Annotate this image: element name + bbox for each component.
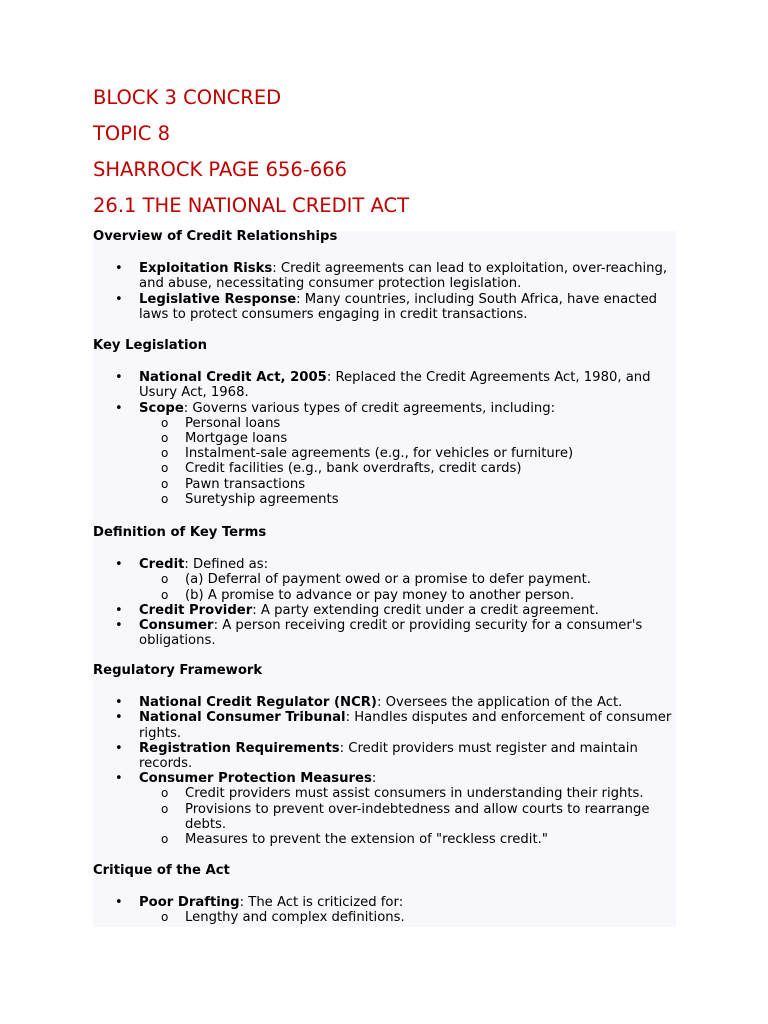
sub-item-text: Credit providers must assist consumers in understanding their rights. xyxy=(185,786,644,802)
circle-bullet-icon: o xyxy=(161,572,169,587)
sub-item-text: Lengthy and complex definitions. xyxy=(185,910,405,926)
item-text: : A party extending credit under a credit agreement. xyxy=(252,602,599,618)
circle-bullet-icon: o xyxy=(161,461,169,476)
sub-list-item xyxy=(139,832,676,847)
item-term: National Consumer Tribunal xyxy=(139,710,346,726)
list-item xyxy=(93,603,676,618)
circle-bullet-icon: o xyxy=(161,491,169,506)
list-item xyxy=(93,261,676,291)
item-text: : Replaced the Credit Agreements Act, 1980, and Usury Act, 1968. xyxy=(139,370,651,401)
list-item xyxy=(93,771,676,847)
item-text: : The Act is criticized for: xyxy=(239,895,404,911)
reference-heading: SHARROCK PAGE 656-666 xyxy=(93,158,348,181)
bullet-icon: • xyxy=(115,710,123,726)
bullet-icon: • xyxy=(115,557,123,573)
bullet-icon: • xyxy=(115,370,123,386)
section-title: Overview of Credit Relationships xyxy=(93,229,338,244)
topic-heading: TOPIC 8 xyxy=(93,122,170,145)
bullet-icon: • xyxy=(115,618,123,634)
bullet-icon: • xyxy=(115,261,123,277)
sub-item-text: Suretyship agreements xyxy=(185,491,339,507)
sub-item-text: Credit facilities (e.g., bank overdrafts, credit cards) xyxy=(185,461,522,477)
circle-bullet-icon: o xyxy=(161,832,169,847)
section xyxy=(93,338,676,507)
bullet-list xyxy=(93,695,676,847)
list-item xyxy=(93,710,676,740)
list-item xyxy=(93,370,676,400)
item-text: : Defined as: xyxy=(184,557,269,573)
sub-list-item xyxy=(139,461,676,476)
bullet-list xyxy=(93,370,676,507)
list-item xyxy=(93,618,676,648)
section-title: Regulatory Framework xyxy=(93,663,263,678)
item-term: Credit Provider xyxy=(139,602,253,618)
item-term: National Credit Regulator (NCR) xyxy=(139,695,377,711)
sub-list-item xyxy=(139,431,676,446)
sub-list xyxy=(139,416,676,507)
item-text: : Oversees the application of the Act. xyxy=(376,695,623,711)
sub-item-text: (b) A promise to advance or pay money to another person. xyxy=(185,587,575,603)
item-text: : Credit agreements can lead to exploitation, over-reaching, and abuse, necessitating consumer protection legislation. xyxy=(139,261,668,292)
section xyxy=(93,229,676,322)
section xyxy=(93,863,676,926)
sub-item-text: (a) Deferral of payment owed or a promise to defer payment. xyxy=(185,572,591,588)
sub-item-text: Instalment-sale agreements (e.g., for vehicles or furniture) xyxy=(185,446,574,462)
act-heading: 26.1 THE NATIONAL CREDIT ACT xyxy=(93,194,410,217)
circle-bullet-icon: o xyxy=(161,587,169,602)
list-item xyxy=(93,401,676,507)
bullet-icon: • xyxy=(115,740,123,756)
circle-bullet-icon: o xyxy=(161,801,169,816)
item-term: Consumer xyxy=(139,618,214,634)
sub-item-text: Measures to prevent the extension of "reckless credit." xyxy=(185,832,548,848)
item-term: National Credit Act, 2005 xyxy=(139,370,327,386)
circle-bullet-icon: o xyxy=(161,476,169,491)
item-term: Consumer Protection Measures xyxy=(139,771,372,787)
sub-list-item xyxy=(139,786,676,801)
sub-item-text: Pawn transactions xyxy=(185,476,306,492)
bullet-icon: • xyxy=(115,400,123,416)
circle-bullet-icon: o xyxy=(161,786,169,801)
list-item xyxy=(93,292,676,322)
list-item xyxy=(93,741,676,771)
bullet-list xyxy=(93,895,676,925)
sub-list-item xyxy=(139,446,676,461)
sub-list-item xyxy=(139,492,676,507)
bullet-icon: • xyxy=(115,695,123,711)
item-term: Poor Drafting xyxy=(139,895,240,911)
item-term: Scope xyxy=(139,400,184,416)
list-item xyxy=(93,895,676,925)
item-text: : Handles disputes and enforcement of consumer rights. xyxy=(139,710,672,741)
item-text: : Governs various types of credit agreements, including: xyxy=(183,400,556,416)
item-text: : xyxy=(371,771,377,787)
bullet-list xyxy=(93,261,676,322)
circle-bullet-icon: o xyxy=(161,910,169,925)
sub-list-item xyxy=(139,910,676,925)
circle-bullet-icon: o xyxy=(161,431,169,446)
item-term: Credit xyxy=(139,557,185,573)
item-term: Legislative Response xyxy=(139,291,297,307)
item-text: : Credit providers must register and maintain records. xyxy=(139,740,638,772)
circle-bullet-icon: o xyxy=(161,415,169,430)
bullet-icon: • xyxy=(115,895,123,911)
bullet-icon: • xyxy=(115,291,123,307)
item-text: : Many countries, including South Africa, have enacted laws to protect consumers engaging in credit transactions. xyxy=(139,291,658,322)
sub-list-item xyxy=(139,477,676,492)
sub-item-text: Mortgage loans xyxy=(185,431,288,447)
section-title: Definition of Key Terms xyxy=(93,525,267,540)
bullet-icon: • xyxy=(115,602,123,618)
sub-list-item xyxy=(139,416,676,431)
sub-list-item xyxy=(139,588,676,603)
list-item xyxy=(93,557,676,603)
section xyxy=(93,663,676,847)
item-text: : A person receiving credit or providing security for a consumer's obligations. xyxy=(139,618,643,649)
item-term: Exploitation Risks xyxy=(139,261,273,277)
sub-list-item xyxy=(139,802,676,832)
sub-list-item xyxy=(139,572,676,587)
circle-bullet-icon: o xyxy=(161,446,169,461)
item-term: Registration Requirements xyxy=(139,740,340,756)
sub-list xyxy=(139,910,676,925)
sub-list xyxy=(139,786,676,847)
section-title: Key Legislation xyxy=(93,338,207,353)
section-title: Critique of the Act xyxy=(93,863,230,878)
sub-item-text: Personal loans xyxy=(185,415,281,431)
list-item xyxy=(93,695,676,710)
block-heading: BLOCK 3 CONCRED xyxy=(93,86,282,109)
bullet-list xyxy=(93,557,676,648)
bullet-icon: • xyxy=(115,771,123,787)
sub-list xyxy=(139,572,676,602)
sub-item-text: Provisions to prevent over-indebtedness and allow courts to rearrange debts. xyxy=(185,801,650,832)
section xyxy=(93,525,676,648)
